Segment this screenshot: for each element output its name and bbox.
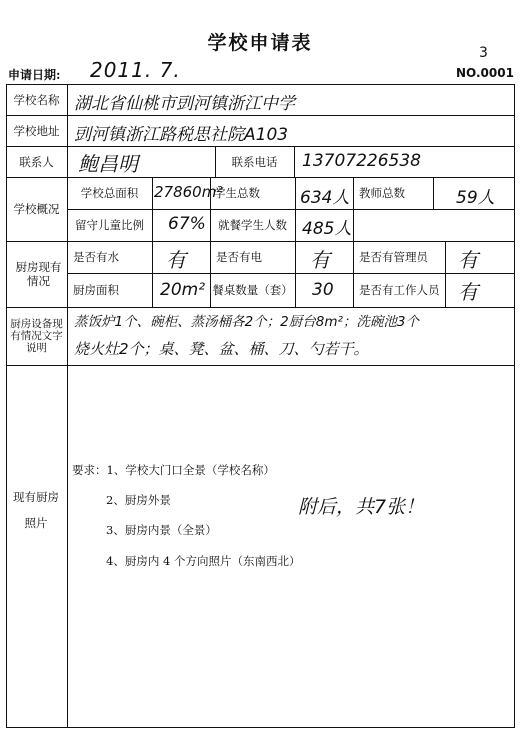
form-number-handwritten: 3 [479,45,488,61]
equipment-line-1: 蒸饭炉1个、碗柜、蒸汤桶各2个；2厨台8m²；洗碗池3个 [74,314,420,330]
school-name-label: 学校名称 [13,92,60,107]
photo-requirement-1: 要求：1、学校大门口全景（学校名称） [72,463,275,477]
photos-label: 现有厨房照片 [13,490,59,530]
photo-requirement-3: 3、厨房内景（全景） [106,523,217,537]
overview-label: 学校概况 [13,202,60,216]
tables-label: 餐桌数量（套） [212,283,293,297]
manager-value: 有 [458,248,478,272]
tables-value: 30 [312,280,334,300]
dining-value: 485人 [302,219,352,239]
school-name-value: 湖北省仙桃市剅河镇浙江中学 [74,94,295,114]
teacher-total-label: 教师总数 [359,186,405,200]
equipment-line-2: 烧火灶2个；桌、凳、盆、桶、刀、勺若干。 [74,340,369,358]
school-address-value: 剅河镇浙江路税思社院A103 [74,125,289,145]
school-address-label: 学校地址 [13,123,60,138]
contact-value: 鲍昌明 [78,152,138,176]
row-divider [6,307,515,308]
col-divider [152,177,153,241]
total-area-value: 27860m² [154,183,223,201]
total-area-label: 学校总面积 [80,186,139,200]
kitchen-area-value: 20m² [160,280,206,300]
row-divider [6,365,515,366]
dining-label: 就餐学生人数 [218,218,287,232]
student-total-label: 学生总数 [214,186,260,200]
manager-label: 是否有管理员 [359,250,428,264]
staff-value: 有 [458,280,478,304]
water-value: 有 [166,248,186,272]
photos-note: 附后，共7张！ [298,496,425,518]
photo-requirement-4: 4、厨房内 4 个方向照片（东南西北） [106,554,301,568]
kitchen-area-label: 厨房面积 [73,283,119,297]
contact-label: 联系人 [19,154,54,169]
phone-value: 13707226538 [302,151,421,171]
form-number: NO.0001 [456,66,514,80]
date-value: 2011. 7. [90,58,181,82]
phone-label: 联系电话 [231,154,278,169]
power-value: 有 [310,248,330,272]
kitchen-status-label: 厨房现有情况 [15,260,62,288]
date-label: 申请日期: [8,68,61,82]
row-divider [6,115,515,116]
teacher-total-value: 59人 [456,188,495,208]
staff-label: 是否有工作人员 [359,283,440,297]
left-behind-value: 67% [168,214,206,234]
left-behind-label: 留守儿童比例 [75,218,144,232]
power-label: 是否有电 [216,250,262,264]
photo-requirement-2: 2、厨房外景 [106,493,171,507]
form-title: 学校申请表 [207,32,313,54]
water-label: 是否有水 [73,250,119,264]
equipment-label: 厨房设备现有情况文字说明 [10,318,63,354]
student-total-value: 634人 [300,188,350,208]
col-divider [294,146,295,177]
